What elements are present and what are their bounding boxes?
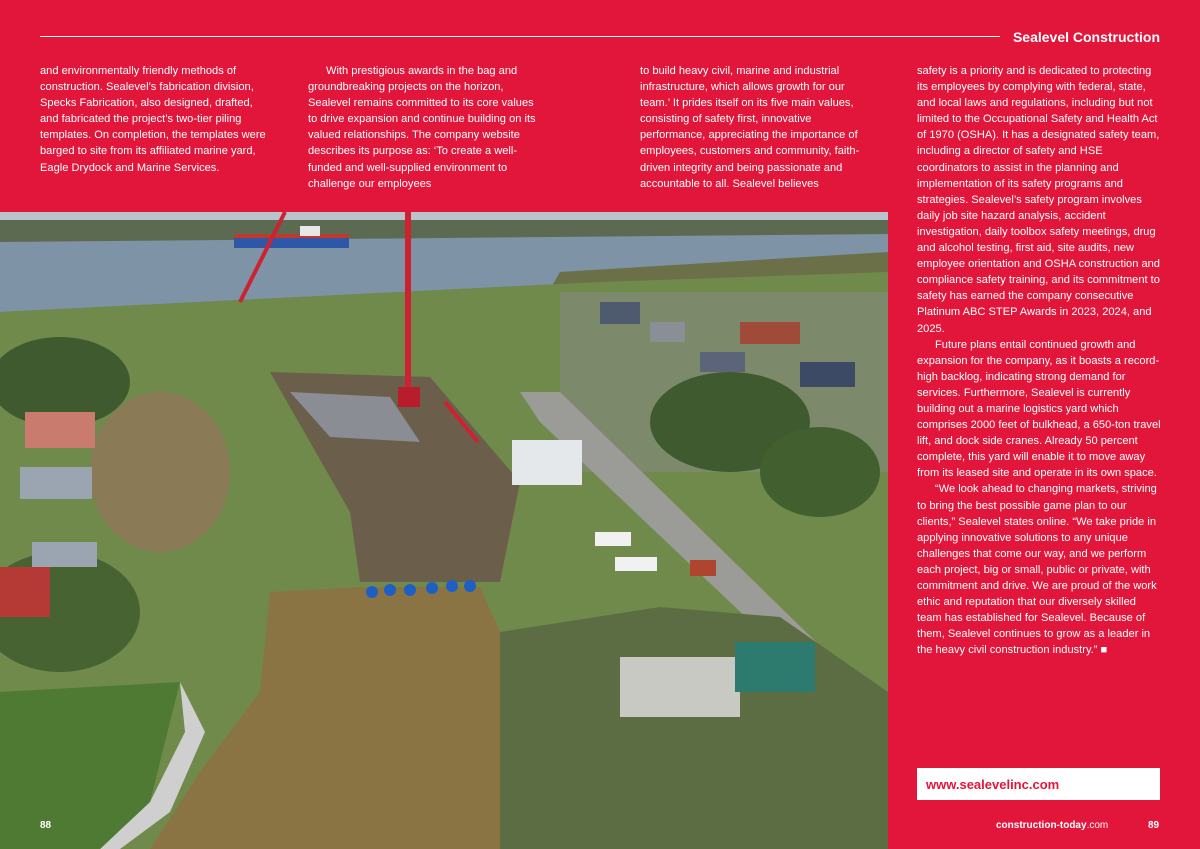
site-domain: .com [1086,820,1109,831]
text-column-4 [917,63,1161,658]
paragraph: and environmentally friendly methods of construction. Sealevel’s fabrication division, Specks Fabrication, also designed, drafted, and fabricated the project’s two-tier piling templates. On completion, the templates were barged to site from its affiliated marine yard, Eagle Drydock and Marine Services. [40,65,266,174]
paragraph: With prestigious awards in the bag and groundbreaking projects on the horizon, Sealevel remains committed to its core values to drive expansion and continue building on its valued relationships. The company website describes its purpose as: ‘To create a well-funded and well-supplied environment to challenge our employees [308,65,536,190]
page-number-left: 88 [40,820,52,831]
paragraph: Future plans entail continued growth and expansion for the company, as it boasts a record-high backlog, indicating strong demand for services. Furthermore, Sealevel is currently building out a marine logistics yard which comprises 2000 feet of bulkhead, a 650-ton travel lift, and dock side cranes. Already 50 percent complete, this yard will enable it to move away from its leased site and operate in its own space. [917,338,1161,480]
text-column-3 [640,63,876,192]
paragraph: “We look ahead to changing markets, striving to bring the best possible game plan to our clients,” Sealevel states online. “We take pride in applying innovative solutions to any unique challenges that come our way, and we perform each project, big or small, public or private, with commitment and drive. We are proud of the work ethic and reputation that our diversely skilled team has established for Sealevel. Because of them, Sealevel continues to grow as a leader in the heavy civil construction industry.” ■ [917,483,1157,657]
aerial-construction-photo [0,212,888,849]
footer-site-name [996,820,1108,831]
header-rule [40,36,1000,37]
text-column-1 [40,63,272,176]
paragraph: to build heavy civil, marine and industrial infrastructure, which allows growth for our team.’ It prides itself on its five main values, consisting of safety first, innovative performance, appreciating the importance of employees, customers and community, faith-driven integrity and being passionate and accountable to all. Sealevel believes [640,65,860,190]
website-box [917,768,1160,800]
site-name: construction-today [996,820,1087,831]
publication-section-title: Sealevel Construction [1012,29,1160,45]
paragraph: safety is a priority and is dedicated to protecting its employees by complying with federal, state, and local laws and regulations, including but not limited to the Occupational Safety and Health Act of 1970 (OSHA). It has a designated safety team, including a director of safety and HSE coordinators to assist in the planning and implementation of its safety programs and strategies. Sealevel’s safety program involves daily job site hazard analysis, accident investigation, daily toolbox safety meetings, drug and alcohol testing, first aid, site audits, new employee orientation and OSHA construction and compliance safety training, and its commitment to safety has earned the company consecutive Platinum ABC STEP Awards in 2023, 2024, and 2025. [917,65,1160,335]
website-link[interactable]: www.sealevelinc.com [926,776,1060,792]
text-column-2 [308,63,542,192]
page-number-right: 89 [1148,820,1160,831]
